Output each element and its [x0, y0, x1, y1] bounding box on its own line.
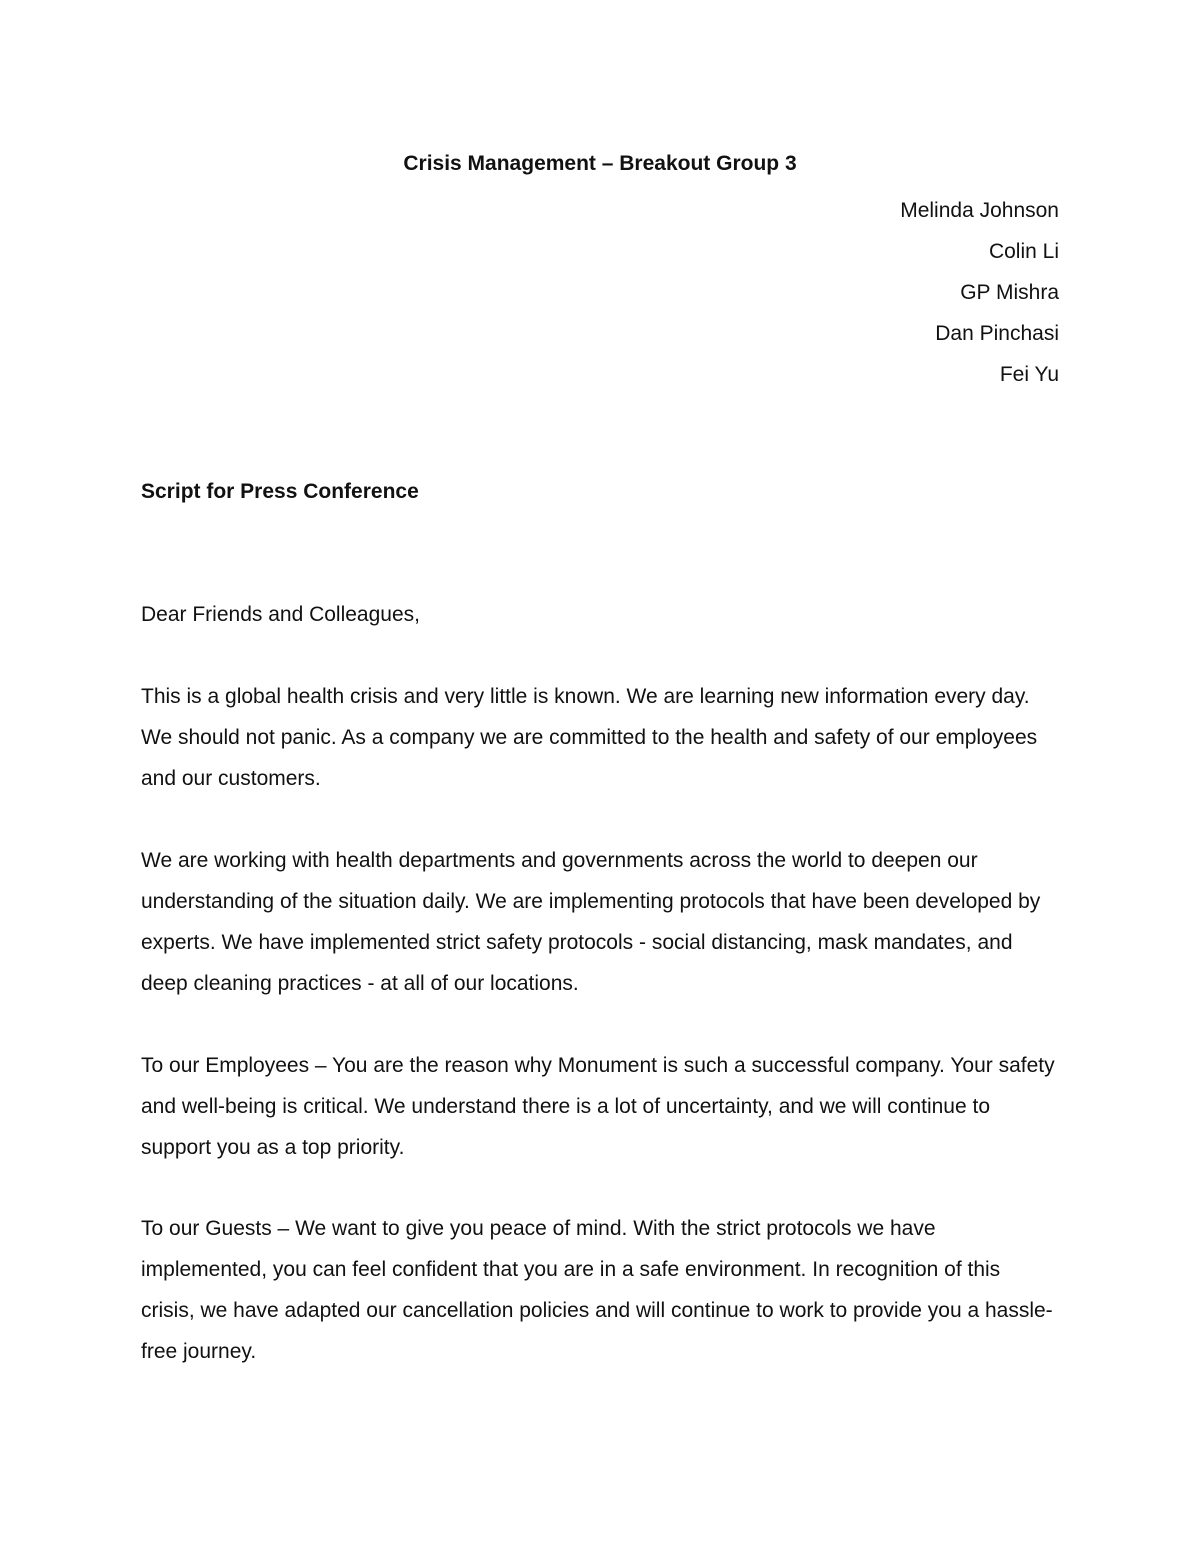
author-name: Melinda Johnson [900, 199, 1059, 222]
author-name: GP Mishra [960, 281, 1059, 304]
author-name: Colin Li [988, 240, 1059, 263]
author-list [900, 190, 1059, 395]
author-name: Fei Yu [999, 363, 1059, 386]
paragraph: To our Guests – We want to give you peace of mind. With the strict protocols we have implemented, you can feel confident that you are in a safe environment. In recognition of this crisis, we have adapted our cancellation policies and will continue to work to provide you a hassle-free journey. [141, 1217, 1053, 1363]
document-title: Crisis Management – Breakout Group 3 [403, 152, 797, 175]
paragraph: This is a global health crisis and very little is known. We are learning new information every day. We should not panic. As a company we are committed to the health and safety of our employees and our customers. [141, 685, 1038, 790]
paragraph: We are working with health departments and governments across the world to deepen our understanding of the situation daily. We are implementing protocols that have been developed by experts. We have implemented strict safety protocols - social distancing, mask mandates, and deep cleaning practices - at all of our locations. [141, 849, 1041, 995]
salutation: Dear Friends and Colleagues, [141, 603, 420, 626]
author-name: Dan Pinchasi [935, 322, 1059, 345]
section-heading: Script for Press Conference [141, 480, 419, 503]
paragraph: To our Employees – You are the reason why Monument is such a successful company. Your safety and well-being is critical. We understand there is a lot of uncertainty, and we will continue to support you as a top priority. [141, 1054, 1055, 1159]
